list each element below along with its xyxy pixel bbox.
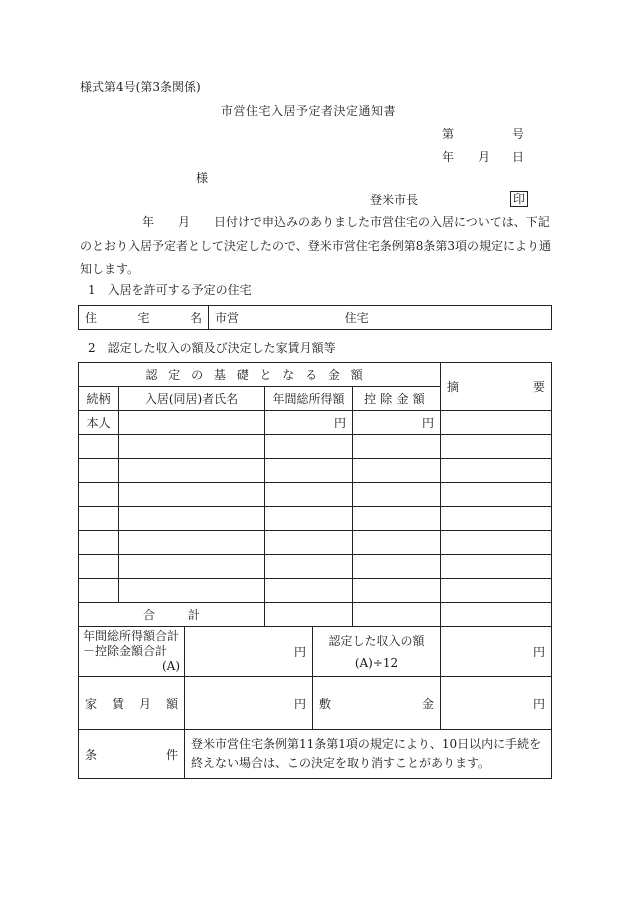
condition-label <box>79 730 185 779</box>
rent-value: 円 <box>185 677 313 730</box>
col-name: 入居(同居)者氏名 <box>119 387 265 411</box>
housing-label <box>79 306 209 330</box>
table-row <box>79 507 552 531</box>
certified-label <box>313 627 441 677</box>
table-row <box>79 411 552 435</box>
number-go: 号 <box>512 127 525 141</box>
addressee-suffix: 様 <box>196 171 209 185</box>
certified-value: 円 <box>441 627 552 677</box>
seal-mark: 印 <box>510 191 528 207</box>
body-paragraph <box>80 211 556 282</box>
rent-label <box>79 677 185 730</box>
row-name <box>119 411 265 435</box>
deposit-label <box>313 677 441 730</box>
issuer-name: 登米市長 <box>370 193 419 207</box>
remarks-header <box>441 363 552 411</box>
row-relation: 本人 <box>79 411 119 435</box>
deposit-value: 円 <box>441 677 552 730</box>
col-deduction: 控除金額 <box>353 387 441 411</box>
deposit-char: 敷 <box>319 696 332 711</box>
total-char: 合 <box>143 608 156 622</box>
summary-value: 円 <box>185 627 313 677</box>
section1-heading: 1 入居を許可する予定の住宅 <box>88 283 252 297</box>
table-row <box>79 483 552 507</box>
total-remarks <box>441 603 552 627</box>
total-label <box>79 603 265 627</box>
table-row <box>79 531 552 555</box>
total-row <box>79 603 552 627</box>
summary-table <box>78 626 552 779</box>
housing-label-char: 名 <box>189 311 202 325</box>
rent-char: 賃 <box>111 696 124 711</box>
date-day: 日 <box>512 150 525 164</box>
housing-suffix: 住宅 <box>344 311 369 325</box>
condition-char: 条 <box>85 747 98 762</box>
housing-table <box>78 305 552 330</box>
document-title: 市営住宅入居予定者決定通知書 <box>221 104 397 118</box>
remarks-char: 摘 <box>447 380 460 394</box>
summary-label <box>79 627 185 677</box>
rent-char: 額 <box>165 696 178 711</box>
table-row <box>79 435 552 459</box>
body-text: 年 月 日付けで申込みのありました市営住宅の入居については、下記のとおり入居予定者として決定したので、登米市営住宅条例第8条第3項の規定により通知します。 <box>80 215 552 276</box>
housing-label-char: 住 <box>85 311 98 325</box>
housing-value <box>209 306 552 330</box>
col-income: 年間総所得額 <box>265 387 353 411</box>
summary-line: (A) <box>161 659 180 673</box>
number-dai: 第 <box>442 127 455 141</box>
housing-label-char: 宅 <box>137 311 150 325</box>
table-row <box>79 579 552 603</box>
rent-char: 家 <box>85 696 98 711</box>
form-label: 様式第4号(第3条関係) <box>80 80 201 94</box>
section2-heading: 2 認定した収入の額及び決定した家賃月額等 <box>88 341 336 355</box>
total-char: 計 <box>187 608 200 622</box>
row-income: 円 <box>265 411 353 435</box>
rent-char: 月 <box>138 696 151 711</box>
housing-prefix: 市営 <box>215 311 240 325</box>
deposit-char: 金 <box>421 696 434 711</box>
col-relation: 続柄 <box>79 387 119 411</box>
basis-header: 認定の基礎となる金額 <box>79 363 441 387</box>
summary-line: 年間総所得額合計 <box>83 629 180 643</box>
condition-text: 登米市営住宅条例第11条第1項の規定により、10日以内に手続を終えない場合は、この決定を取り消すことがあります。 <box>185 730 552 779</box>
row-deduction: 円 <box>353 411 441 435</box>
table-row <box>79 459 552 483</box>
total-income <box>265 603 353 627</box>
income-table <box>78 362 552 627</box>
row-remarks <box>441 411 552 435</box>
total-deduction <box>353 603 441 627</box>
condition-char: 件 <box>165 747 178 762</box>
remarks-char: 要 <box>532 380 545 394</box>
table-row <box>79 555 552 579</box>
certified-line: (A)÷12 <box>354 655 399 670</box>
date-month: 月 <box>478 150 491 164</box>
summary-line: －控除金額合計 <box>83 644 168 658</box>
date-year: 年 <box>442 150 455 164</box>
certified-line: 認定した収入の額 <box>328 633 425 648</box>
